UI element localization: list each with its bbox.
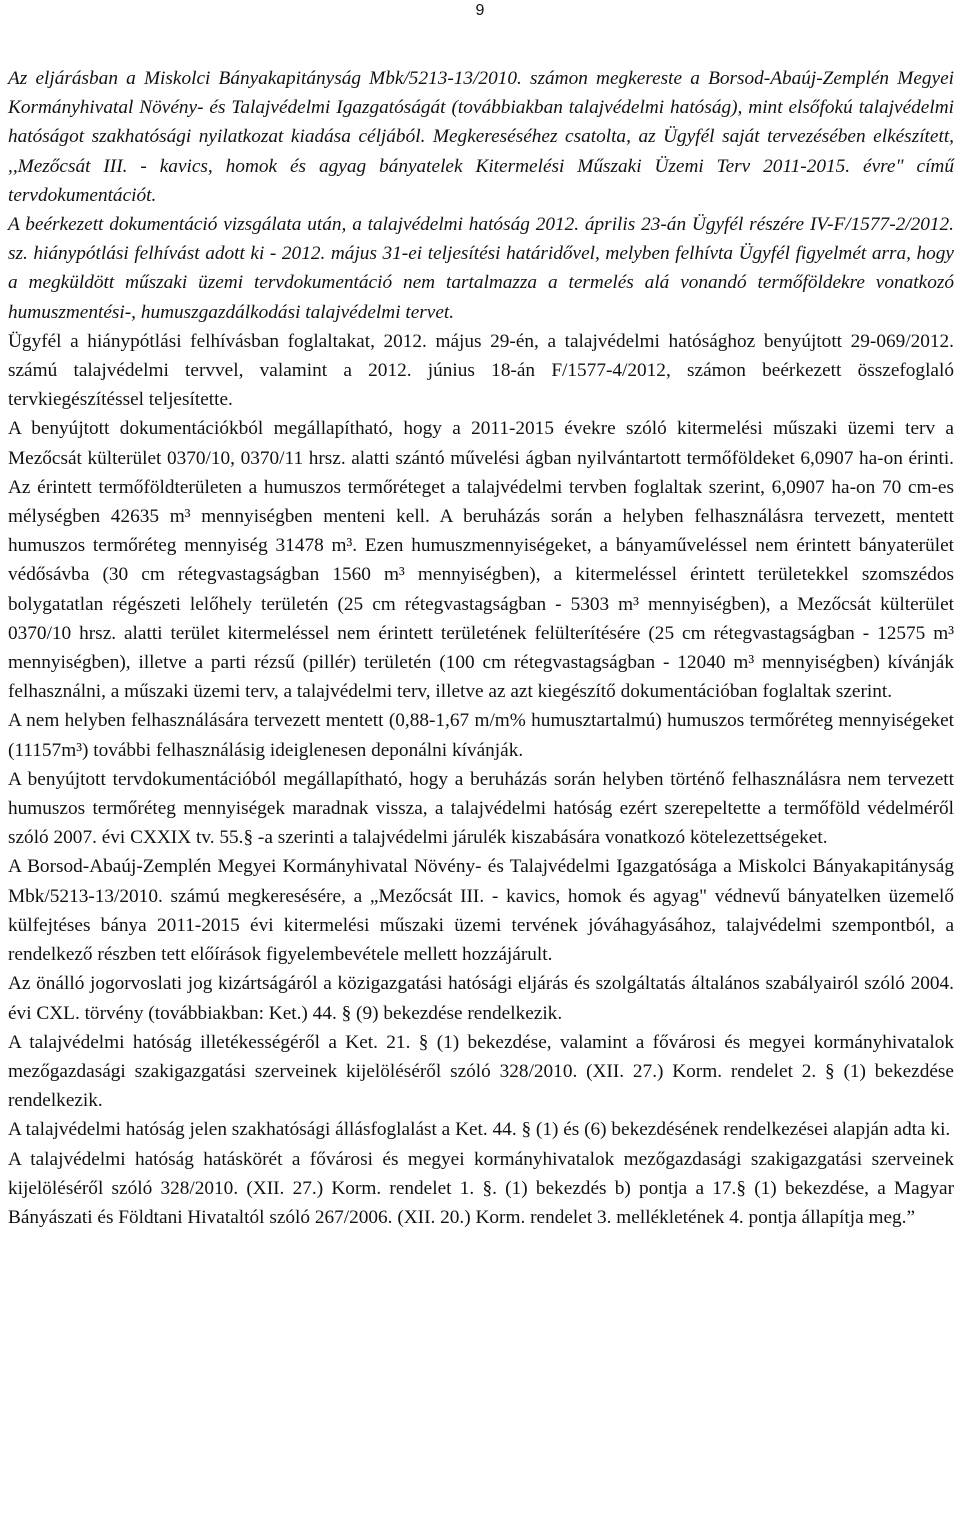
- paragraph-legal-remedy: Az önálló jogorvoslati jog kizártságáról a közigazgatási hatósági eljárás és szolgáltatás általános szabályairól szóló 2004. évi CXL. törvény (továbbiakban: Ket.) 44. § (9) bekezdése rendelkezik.: [8, 973, 954, 1024]
- paragraph-contribution: A benyújtott tervdokumentációból megállapítható, hogy a beruházás során helyben történő felhasználásra nem tervezett humuszos termőréteg mennyiségek maradnak vissza, a talajvédelmi hatóság ezért szerepeltette a termőföld védelméről szóló 2007. évi CXXIX tv. 55.§ -a szerinti a talajvédelmi járulék kiszabására vonatkozó kötelezettségeket.: [8, 768, 954, 849]
- document-body: [8, 64, 954, 1232]
- paragraph-findings: A benyújtott dokumentációkból megállapítható, hogy a 2011-2015 évekre szóló kitermelési műszaki üzemi terv a Mezőcsát külterület 0370/10, 0370/11 hrsz. alatti szántó művelési ágban nyilvántartott termőföldeket 6,0907 ha-on érinti. Az érintett termőföldterületen a humuszos termőréteget a talajvédelmi tervben foglaltak szerint, 6,0907 ha-on 70 cm-es mélységben 42635 m³ mennyiségben menteni kell. A beruházás során a helyben felhasználásra tervezett, mentett humuszos termőréteg mennyiség 31478 m³. Ezen humuszmennyiségeket, a bányaműveléssel nem érintett bányaterület védősávba (30 cm rétegvastagságban 1560 m³ mennyiségben), a kitermeléssel érintett területekkel szomszédos bolygatatlan régészeti lelőhely területén (25 cm rétegvastagságban - 5303 m³ mennyiségben), a Mezőcsát külterület 0370/10 hrsz. alatti terület kitermeléssel nem érintett területének felülterítésére (25 cm rétegvastagságban - 12575 m³ mennyiségben), illetve a parti rézsű (pillér) területén (100 cm rétegvastagságban - 12040 m³ mennyiségben) kívánják felhasználni, a műszaki üzemi terv, a talajvédelmi terv, illetve az azt kiegészítő dokumentációban foglaltak szerint.: [8, 418, 954, 703]
- paragraph-request: Az eljárásban a Miskolci Bányakapitányság Mbk/5213-13/2010. számon megkereste a Borsod-Abaúj-Zemplén Megyei Kormányhivatal Növény- és Talajvédelmi Igazgatóságát (továbbiakban talajvédelmi hatóság), mint elsőfokú talajvédelmi hatóságot szakhatósági nyilatkozat kiadása céljából. Megkereséséhez csatolta, az Ügyfél saját tervezésében elkészített, ,,Mezőcsát III. - kavics, homok és agyag bányatelek Kitermelési Műszaki Üzemi Terv 2011-2015. évre" című tervdokumentációt.: [8, 68, 954, 206]
- paragraph-legal-basis: A talajvédelmi hatóság jelen szakhatósági állásfoglalást a Ket. 44. § (1) és (6) bekezdésének rendelkezései alapján adta ki.: [8, 1119, 951, 1141]
- paragraph-deficiency-fulfilment: Ügyfél a hiánypótlási felhívásban foglaltakat, 2012. május 29-én, a talajvédelmi hatósághoz benyújtott 29-069/2012. számú talajvédelmi tervvel, valamint a 2012. június 18-án F/1577-4/2012, számon beérkezett összefoglaló tervkiegészítéssel teljesítette.: [8, 330, 954, 411]
- page-number: 9: [475, 2, 485, 19]
- paragraph-deposit: A nem helyben felhasználására tervezett mentett (0,88-1,67 m/m% humusztartalmú) humuszos termőréteg mennyiségeket (11157m³) további felhasználásig ideiglenesen deponálni kívánják.: [8, 710, 954, 761]
- paragraph-competence: A talajvédelmi hatóság illetékességéről a Ket. 21. § (1) bekezdése, valamint a fővárosi és megyei kormányhivatalok mezőgazdasági szakigazgatási szerveinek kijelöléséről szóló 328/2010. (XII. 27.) Korm. rendelet 2. § (1) bekezdése rendelkezik.: [8, 1031, 954, 1112]
- paragraph-authority: A talajvédelmi hatóság hatáskörét a fővárosi és megyei kormányhivatalok mezőgazdasági szakigazgatási szerveinek kijelöléséről szóló 328/2010. (XII. 27.) Korm. rendelet 1. §. (1) bekezdés b) pontja a 17.§ (1) bekezdése, a Magyar Bányászati és Földtani Hivataltól szóló 267/2006. (XII. 20.) Korm. rendelet 3. mellékletének 4. pontja állapítja meg.”: [8, 1148, 954, 1228]
- paragraph-deficiency-notice: A beérkezett dokumentáció vizsgálata után, a talajvédelmi hatóság 2012. április 23-án Ügyfél részére IV-F/1577-2/2012. sz. hiánypótlási felhívást adott ki - 2012. május 31-ei teljesítési határidővel, melyben felhívta Ügyfél figyelmét arra, hogy a megküldött műszaki üzemi tervdokumentáció nem tartalmazza a termelés alá vonandó termőföldekre vonatkozó humuszmentési-, humuszgazdálkodási talajvédelmi tervet.: [8, 214, 954, 323]
- paragraph-approval: A Borsod-Abaúj-Zemplén Megyei Kormányhivatal Növény- és Talajvédelmi Igazgatósága a Miskolci Bányakapitányság Mbk/5213-13/2010. számú megkeresésére, a „Mezőcsát III. - kavics, homok és agyag" védnevű bányatelken üzemelő külfejtéses bánya 2011-2015 évi kitermelési műszaki üzemi tervének jóváhagyásához, talajvédelmi szempontból, a rendelkező részben tett előírások figyelembevétele mellett hozzájárult.: [8, 856, 954, 966]
